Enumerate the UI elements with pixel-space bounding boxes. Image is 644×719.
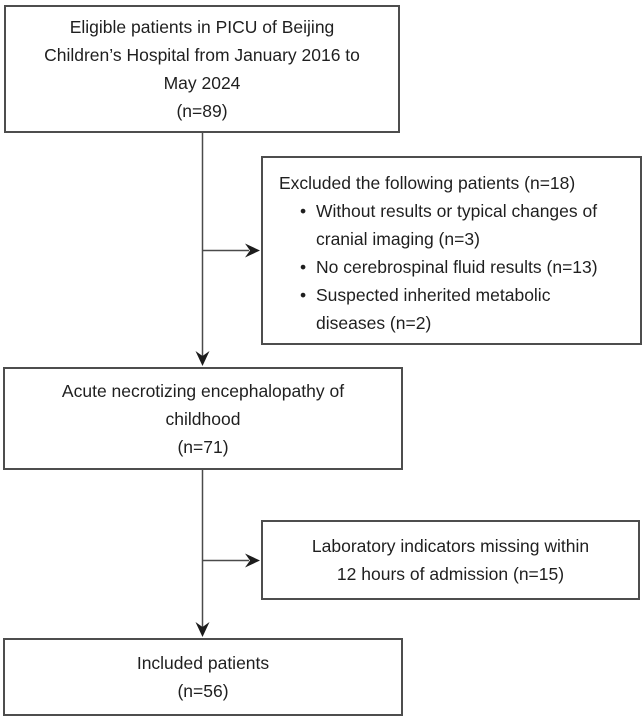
box-line: (n=89)	[176, 101, 228, 121]
excluded-bullet-list	[279, 197, 632, 337]
box-line: Eligible patients in PICU of Beijing	[69, 17, 335, 37]
bullet-icon: •	[300, 201, 307, 221]
box-line: diseases (n=2)	[316, 313, 432, 333]
included-patients-box	[3, 638, 403, 716]
arrowhead-right-lab	[245, 554, 260, 568]
box-line: cranial imaging (n=3)	[316, 229, 480, 249]
lab-missing-box	[261, 520, 640, 600]
box-line: Acute necrotizing encephalopathy of	[61, 380, 345, 401]
ane-diagnosis-box	[3, 367, 403, 470]
box-line: Children’s Hospital from January 2016 to	[44, 45, 360, 65]
excluded-heading: Excluded the following patients (n=18)	[279, 173, 576, 193]
bullet-text	[316, 281, 550, 337]
arrowhead-right-excluded	[245, 244, 260, 258]
arrowhead-down-included	[196, 622, 210, 637]
box-line: Suspected inherited metabolic	[316, 285, 551, 305]
list-item	[300, 281, 632, 337]
box-line: May 2024	[163, 73, 241, 93]
bullet-icon: •	[300, 285, 307, 305]
box-line: Included patients	[136, 653, 270, 673]
list-item	[300, 253, 632, 281]
box-line: Laboratory indicators missing within	[311, 536, 590, 556]
box-line: 12 hours of admission (n=15)	[336, 564, 565, 584]
box-line: (n=56)	[177, 681, 229, 701]
eligible-patients-box	[4, 5, 400, 133]
box-line: (n=71)	[177, 436, 229, 457]
bullet-icon: •	[300, 257, 307, 277]
bullet-text	[316, 197, 597, 253]
box-line: No cerebrospinal fluid results (n=13)	[316, 257, 598, 277]
list-item	[300, 197, 632, 253]
excluded-patients-box	[261, 156, 642, 345]
box-line: Without results or typical changes of	[316, 201, 598, 221]
box-line: childhood	[165, 408, 241, 429]
arrowhead-down-ane	[196, 351, 210, 366]
bullet-text	[316, 253, 598, 281]
